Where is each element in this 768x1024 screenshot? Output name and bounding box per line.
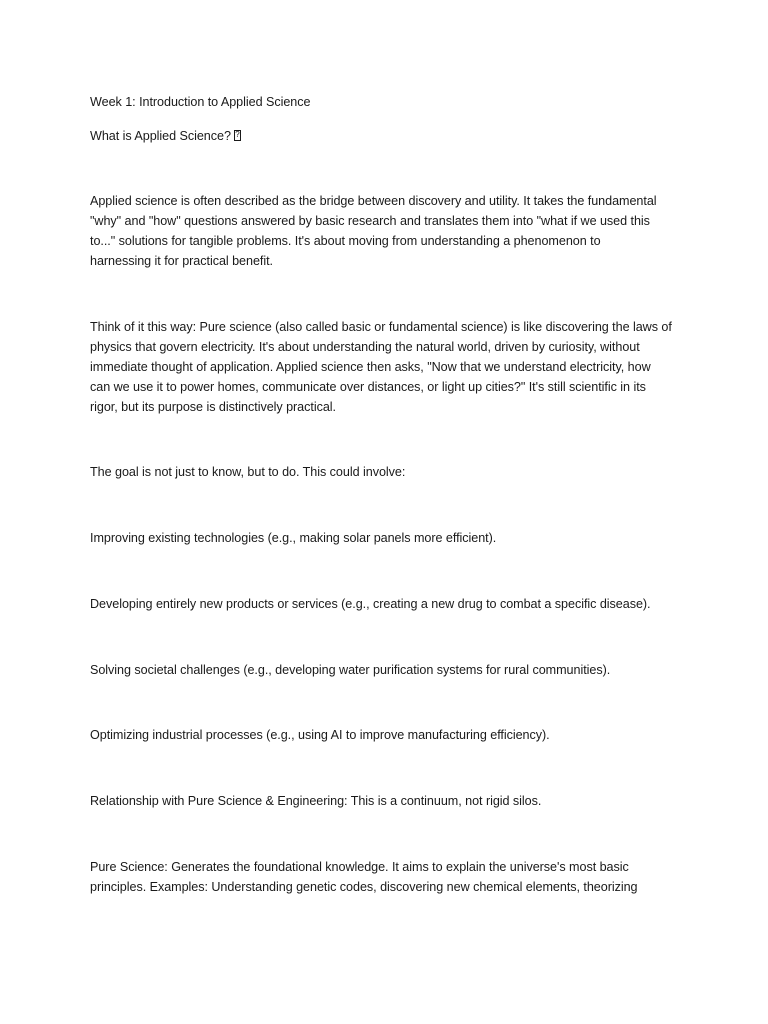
goal-paragraph: The goal is not just to know, but to do. This could involve: <box>90 465 406 479</box>
intro-line: to..." solutions for tangible problems. It's about moving from understanding a phenomenon to <box>90 234 601 248</box>
analogy-line: can we use it to power homes, communicate over distances, or light up cities?" It's still scientific in its <box>90 380 646 394</box>
list-item: Improving existing technologies (e.g., making solar panels more efficient). <box>90 531 497 545</box>
analogy-line: immediate thought of application. Applied science then asks, "Now that we understand electricity, how <box>90 360 651 374</box>
pure-science-line: principles. Examples: Understanding genetic codes, discovering new chemical elements, theorizing <box>90 880 638 894</box>
intro-line: "why" and "how" questions answered by basic research and translates them into "what if we used this <box>90 214 650 228</box>
analogy-paragraph <box>90 317 672 417</box>
pure-science-paragraph <box>90 857 638 897</box>
list-item: Optimizing industrial processes (e.g., using AI to improve manufacturing efficiency). <box>90 728 550 742</box>
analogy-line: physics that govern electricity. It's about understanding the natural world, driven by curiosity, without <box>90 340 640 354</box>
document-title: Week 1: Introduction to Applied Science <box>90 95 311 109</box>
analogy-line: Think of it this way: Pure science (also called basic or fundamental science) is like discovering the laws of <box>90 320 672 334</box>
intro-line: harnessing it for practical benefit. <box>90 254 274 268</box>
section-heading-text: What is Applied Science? <box>90 129 231 143</box>
list-item: Solving societal challenges (e.g., developing water purification systems for rural communities). <box>90 663 611 677</box>
pure-science-line: Pure Science: Generates the foundational knowledge. It aims to explain the universe's most basic <box>90 860 629 874</box>
intro-line: Applied science is often described as the bridge between discovery and utility. It takes the fundamental <box>90 194 657 208</box>
missing-glyph-icon <box>234 130 241 141</box>
relationship-paragraph: Relationship with Pure Science & Engineering: This is a continuum, not rigid silos. <box>90 794 542 808</box>
section-heading <box>90 126 241 146</box>
intro-paragraph <box>90 191 657 271</box>
list-item: Developing entirely new products or services (e.g., creating a new drug to combat a specific disease). <box>90 597 651 611</box>
analogy-line: rigor, but its purpose is distinctively practical. <box>90 400 336 414</box>
